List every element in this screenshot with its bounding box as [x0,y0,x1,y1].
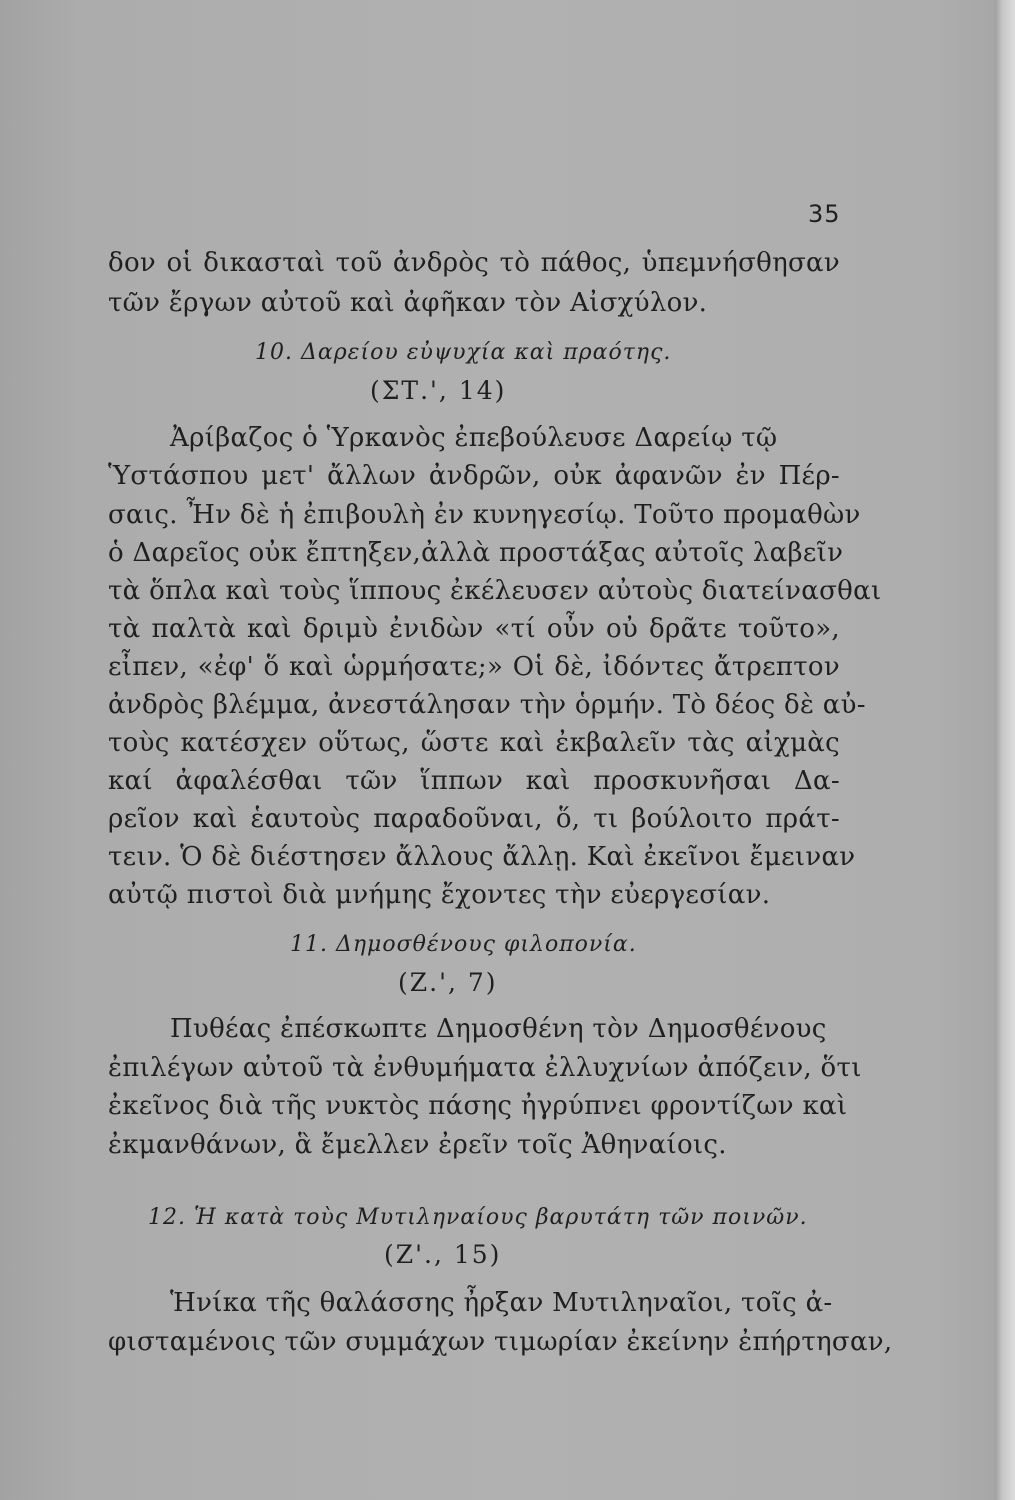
section-11-reference: (Ζ.', 7) [398,968,498,997]
section-12-title: 12. Ἡ κατὰ τοὺς Μυτιληναίους βαρυτάτη τῶν ποινῶν. [148,1205,808,1230]
text-line: εἶπεν, «ἐφ' ὅ καὶ ὡρμήσατε;» Οἱ δὲ, ἰδόντες ἄτρεπτον [108,652,840,682]
text-line: σαις. Ἦν δὲ ἡ ἐπιβουλὴ ἐν κυνηγεσίῳ. Τοῦτο προμαθὼν [108,500,861,530]
section-12-reference: (Ζ'., 15) [384,1240,502,1269]
text-line: τῶν ἔργων αὐτοῦ καὶ ἀφῆκαν τὸν Αἰσχύλον. [108,288,708,318]
text-line: τὰ ὅπλα καὶ τοὺς ἵππους ἐκέλευσεν αὐτοὺς διατείνασθαι [108,576,882,606]
text-line: καί ἀφαλέσθαι τῶν ἵππων καὶ προσκυνῆσαι Δα- [108,766,840,796]
section-10-title: 10. Δαρείου εὐψυχία καὶ πραότης. [255,340,672,365]
text-line: τὰ παλτὰ καὶ δριμὺ ἐνιδὼν «τί οὖν οὐ δρᾶτε τοῦτο», [108,614,840,644]
text-line: Ὑστάσπου μετ' ἄλλων ἀνδρῶν, οὐκ ἀφανῶν ἐν Πέρ- [108,461,840,491]
section-11-title: 11. Δημοσθένους φιλοπονία. [290,932,637,957]
page-edge [995,0,1015,1500]
text-line: φισταμένοις τῶν συμμάχων τιμωρίαν ἐκείνην ἐπήρτησαν, [108,1327,893,1357]
text-line: Ἀρίβαζος ὁ Ὑρκανὸς ἐπεβούλευσε Δαρείῳ τῷ [170,423,778,453]
text-line: ἐκμανθάνων, ἃ ἔμελλεν ἐρεῖν τοῖς Ἀθηναίοις. [108,1130,727,1160]
text-line: ὁ Δαρεῖος οὐκ ἔπτηξεν,ἀλλὰ προστάξας αὐτοῖς λαβεῖν [108,538,844,568]
text-line: Ἡνίκα τῆς θαλάσσης ἦρξαν Μυτιληναῖοι, τοῖς ἀ- [170,1288,833,1318]
text-line: ἐκεῖνος διὰ τῆς νυκτὸς πάσης ἠγρύπνει φροντίζων καὶ [108,1091,848,1121]
section-10-reference: (ΣΤ.', 14) [370,376,507,405]
text-line: δον οἱ δικασταὶ τοῦ ἀνδρὸς τὸ πάθος, ὑπεμνήσθησαν [108,248,840,278]
text-line: ἐπιλέγων αὐτοῦ τὰ ἐνθυμήματα ἐλλυχνίων ἀπόζειν, ὅτι [108,1053,862,1083]
text-line: Πυθέας ἐπέσκωπτε Δημοσθένη τὸν Δημοσθένους [170,1014,827,1044]
text-line: ρεῖον καὶ ἑαυτοὺς παραδοῦναι, ὅ, τι βούλοιτο πράτ- [108,804,840,834]
text-line: τειν. Ὁ δὲ διέστησεν ἄλλους ἄλλῃ. Καὶ ἐκεῖνοι ἔμειναν [108,842,856,872]
text-line: αὐτῷ πιστοὶ διὰ μνήμης ἔχοντες τὴν εὐεργεσίαν. [108,880,771,910]
text-line: ἀνδρὸς βλέμμα, ἀνεστάλησαν τὴν ὁρμήν. Τὸ δέος δὲ αὐ- [108,690,866,720]
page-number: 35 [808,200,841,228]
text-line: τοὺς κατέσχεν οὕτως, ὥστε καὶ ἐκβαλεῖν τὰς αἰχμὰς [108,728,840,758]
